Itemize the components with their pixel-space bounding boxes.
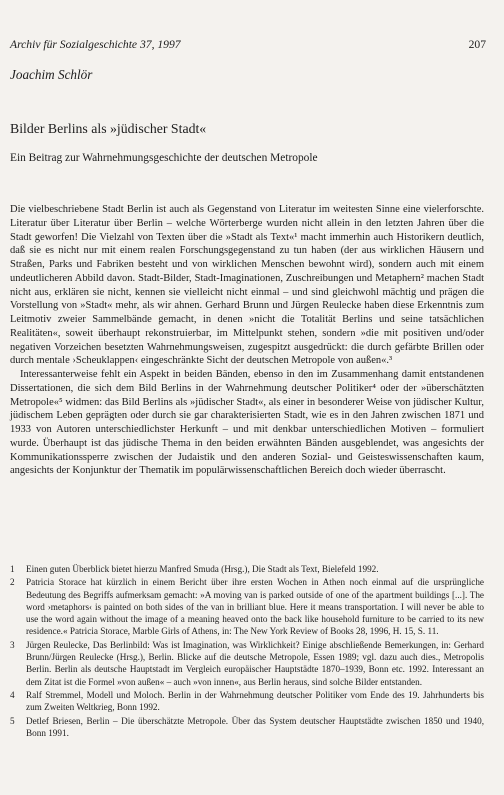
footnote-text: Detlef Briesen, Berlin – Die überschätzte Metropole. Über das System deutscher Hauptstädte zwischen 1850 und 1940, Bonn 1991. [26,715,484,738]
footnote-text: Ralf Stremmel, Modell und Moloch. Berlin in der Wahrnehmung deutscher Politiker vom Ende des 19. Jahrhunderts bis zum Zweiten Weltkrieg, Bonn 1992. [26,689,484,713]
footnote-number: 4 [10,689,15,700]
footnotes [10,563,484,739]
article-title: Bilder Berlins als »jüdischer Stadt« [10,121,207,136]
body-paragraph: Interessanterweise fehlt ein Aspekt in beiden Bänden, ebenso in den im Zusammenhang damit entstandenen Dissertationen, die sich dem Bild Berlins in der Wahrnehmung deutscher Politiker⁴ oder der »überschätzten Metropole«⁵ widmen: das Bild Berlins als »jüdischer Stadt«, als einer in besonderer Weise von jüdischer Kultur, jüdischem Leben geprägten oder durch sie gar charakterisierten Stadt, wie es in den Jahren zwischen 1871 und 1933 von Autoren unterschiedlichster Herkunft – und mit denkbar unterschiedlichen Motiven – formuliert wurde. Überhaupt ist das jüdische Thema in den beiden erwähnten Bänden ausgeblendet, was angesichts der Kommunikationssperre zwischen der Judaistik und den anderen Sozial- und Geisteswissenschaften kaum, angesichts der Konjunktur der Thematik im populärwissenschaftlichen Bereich doch wieder überrascht. [10,369,484,477]
footnote-number: 1 [10,564,15,574]
footnote [10,639,484,688]
footnote-number: 2 [10,577,15,588]
journal-title: Archiv für Sozialgeschichte 37, 1997 [10,38,181,51]
body-paragraph: Die vielbeschriebene Stadt Berlin ist auch als Gegenstand von Literatur im weitesten Sinne eine vielerforschte. Literatur über Literatur über Berlin – welche Wörterberge wurden nicht allein in den letzten Jahren über die Stadt geworfen! Die Vielzahl von Texten über die »Stadt als Text«¹ macht immerhin auch Historikern deutlich, daß sie es nicht nur mit einem realen Forschungsgegenstand zu tun haben (der aus wirklichen Häusern und Straßen, Parks und Fabriken besteht und von wirklichen Menschen bewohnt wird), sondern auch mit einem undeutlicheren Abbild davon. Stadt-Bilder, Stadt-Imaginationen, Zuschreibungen und Metaphern² machen Stadt nicht aus, erklären sie nicht, kennen sie vielleicht nicht einmal – und sind gleichwohl mächtig und prägen die Vorstellung von »Stadt« mehr, als wir ahnen. Gerhard Brunn und Jürgen Reulecke haben diese Erkenntnis zum Leitmotiv zweier Sammelbände gemacht, in denen »nicht die Totalität Berlins und seine tatsächlichen Realitäten«, soweit überhaupt rekonstruierbar, im Mittelpunkt stehen, sondern »die mit positiven und/oder negativen Vorzeichen besetzten Wahrnehmungsweisen, zugespitzt ausgedrückt: die durch gefärbte Brillen oder durch mentale ›Scheuklappen‹ eingeschränkte Sicht der deutschen Metropole von außen«.³ [10,204,484,367]
article-body [10,203,484,478]
article-subtitle: Ein Beitrag zur Wahrnehmungsgeschichte der deutschen Metropole [10,152,318,164]
footnote [10,563,484,575]
footnote-text: Patricia Storace hat kürzlich in einem Bericht über ihre ersten Wochen in Athen noch einmal auf die ursprüngliche Bedeutung des Begriffs aufmerksam gemacht: »A moving van is parked outside of one of the apartment buildings [...]. The word ›metaphors‹ is painted on both sides of the van in brilliant blue. Here it means transportation. I will never be able to use the word again without the image of a meaning heaved onto the back like household furniture to be carried to its new residence.« Patricia Storace, Marble Girls of Athens, in: The New York Review of Books 28, 1996, H. 15, S. 11. [26,577,484,637]
footnote-text: Jürgen Reulecke, Das Berlinbild: Was ist Imagination, was Wirklichkeit? Einige abschließende Bemerkungen, in: Gerhard Brunn/Jürgen Reulecke (Hrsg.), Berlin. Blicke auf die deutsche Metropole, Essen 1989; vgl. dazu auch dies., Metropolis Berlin. Berlin als deutsche Hauptstadt im Vergleich europäischer Hauptstädte 1870–1939, Bonn etc. 1992. Interessant an dem Zitat ist die Formel »von außen« – auch »von innen«, aus Berlin heraus, sind solche Bilder entstanden. [26,639,484,687]
footnote [10,689,484,714]
running-head [10,38,486,51]
footnote-number: 5 [10,715,15,726]
footnote [10,576,484,637]
page-number: 207 [468,38,486,51]
footnote-number: 3 [10,639,15,650]
footnote [10,715,484,740]
footnote-text: Einen guten Überblick bietet hierzu Manfred Smuda (Hrsg.), Die Stadt als Text, Bielefeld 1992. [26,564,379,574]
article-author: Joachim Schlör [10,67,93,82]
